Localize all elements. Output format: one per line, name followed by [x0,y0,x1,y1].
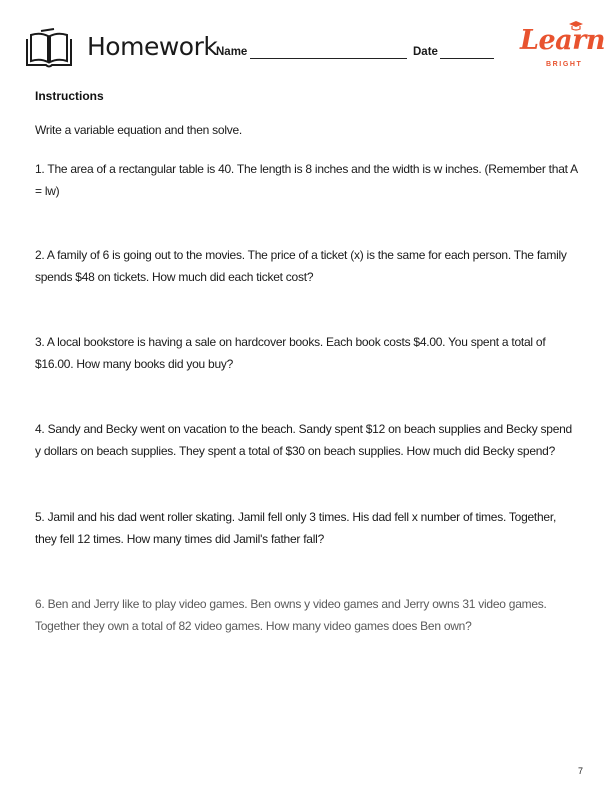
logo-brand: Learn [520,25,606,56]
question-5: 5. Jamil and his dad went roller skating. Jamil fell only 3 times. His dad fell x number of times. Together, they fell 12 times. How many times did Jamil's father fall? [35,510,557,546]
page-number: 7 [578,766,584,776]
page-header [0,0,612,80]
question-1: 1. The area of a rectangular table is 40. The length is 8 inches and the width is w inches. (Remember that A = lw) [35,162,578,198]
logo-tagline: BRIGHT [546,61,583,68]
name-label: Name [216,46,248,58]
date-field-line[interactable] [440,58,494,59]
instructions-heading: Instructions [35,89,104,103]
instructions-text: Write a variable equation and then solve. [35,123,242,137]
open-book-icon [24,27,74,69]
date-label: Date [413,46,438,58]
question-2: 2. A family of 6 is going out to the movies. The price of a ticket (x) is the same for each person. The family spends $48 on tickets. How much did each ticket cost? [35,248,567,284]
question-3: 3. A local bookstore is having a sale on hardcover books. Each book costs $4.00. You spent a total of $16.00. How many books did you buy? [35,335,546,371]
question-6: 6. Ben and Jerry like to play video games. Ben owns y video games and Jerry owns 31 video games. Together they own a total of 82 video games. How many video games does Ben own? [35,597,547,633]
homework-title: Homework [87,32,218,61]
name-field-line[interactable] [250,58,407,59]
question-4: 4. Sandy and Becky went on vacation to the beach. Sandy spent $12 on beach supplies and Becky spend y dollars on beach supplies. They spent a total of $30 on beach supplies. How much did Becky spend? [35,422,572,458]
